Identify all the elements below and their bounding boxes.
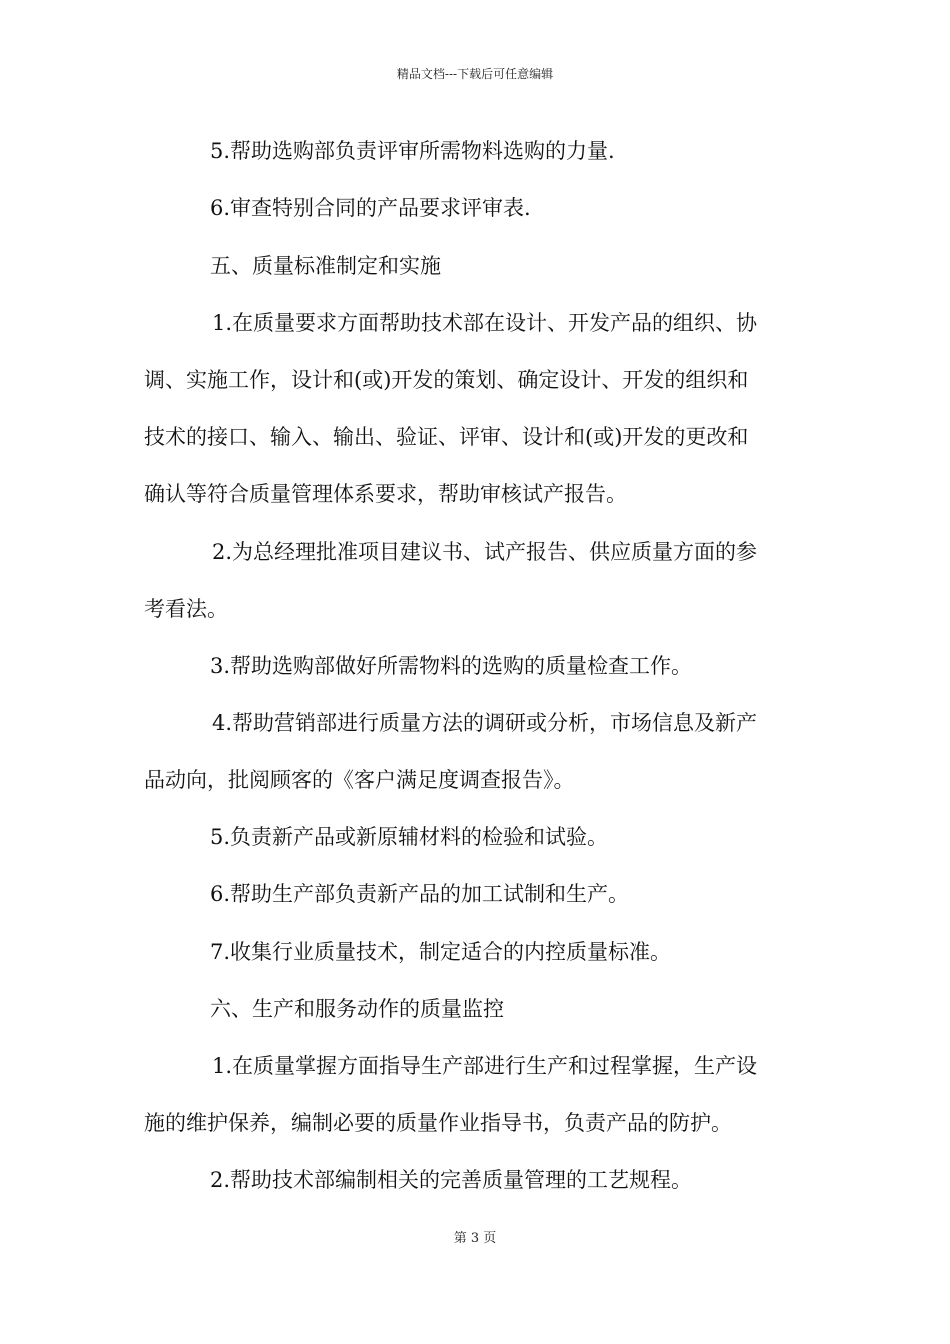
paragraph-line: 6.帮助生产部负责新产品的加工试制和生产。 [210, 882, 630, 906]
section-heading: 五、质量标准制定和实施 [210, 254, 441, 278]
section-heading: 六、生产和服务动作的质量监控 [210, 997, 504, 1021]
paragraph-line: 技术的接口、输入、输出、验证、评审、设计和(或)开发的更改和 [144, 425, 749, 449]
paragraph-line: 确认等符合质量管理体系要求，帮助审核试产报告。 [144, 482, 627, 506]
paragraph-line: 1.在质量要求方面帮助技术部在设计、开发产品的组织、协 [212, 311, 758, 335]
paragraph-line: 3.帮助选购部做好所需物料的选购的质量检查工作。 [210, 654, 693, 678]
paragraph-line: 7.收集行业质量技术，制定适合的内控质量标准。 [210, 940, 672, 964]
paragraph-line: 5.帮助选购部负责评审所需物料选购的力量. [210, 139, 615, 163]
page-header: 精品文档---下载后可任意编辑 [396, 67, 554, 81]
paragraph-line: 5.负责新产品或新原辅材料的检验和试验。 [210, 825, 609, 849]
paragraph-line: 考看法。 [144, 597, 228, 621]
paragraph-line: 6.审查特别合同的产品要求评审表. [210, 196, 531, 220]
page-number: 第 3 页 [453, 1231, 497, 1246]
paragraph-line: 施的维护保养，编制必要的质量作业指导书，负责产品的防护。 [144, 1111, 732, 1135]
paragraph-line: 4.帮助营销部进行质量方法的调研或分析，市场信息及新产 [212, 711, 758, 735]
paragraph-line: 2.为总经理批准项目建议书、试产报告、供应质量方面的参 [212, 540, 758, 564]
paragraph-line: 2.帮助技术部编制相关的完善质量管理的工艺规程。 [210, 1168, 693, 1192]
paragraph-line: 调、实施工作，设计和(或)开发的策划、确定设计、开发的组织和 [144, 368, 749, 392]
paragraph-line: 1.在质量掌握方面指导生产部进行生产和过程掌握，生产设 [212, 1054, 758, 1078]
paragraph-line: 品动向，批阅顾客的《客户满足度调查报告》。 [144, 768, 575, 792]
